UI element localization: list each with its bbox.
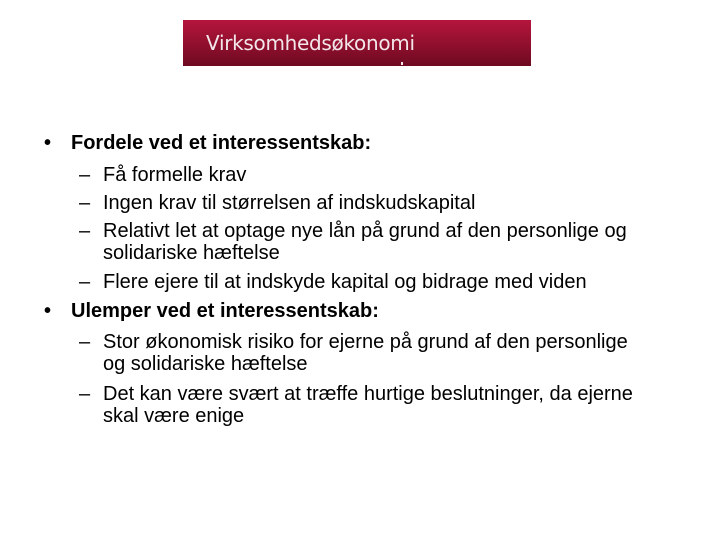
dash-icon: – <box>79 220 91 242</box>
list-item-text: Det kan være svært at træffe hurtige beslutninger, da ejerne <box>103 383 633 405</box>
list-item-text: og solidariske hæftelse <box>103 353 308 375</box>
list-item-text: solidariske hæftelse <box>103 242 280 264</box>
banner-title: Virksomhedsøkonomi <box>206 31 415 55</box>
dash-icon: – <box>79 383 91 405</box>
dash-icon: – <box>79 192 91 214</box>
header-banner <box>183 20 531 66</box>
list-item-text: Få formelle krav <box>103 164 247 186</box>
list-item-text: Ingen krav til størrelsen af indskudskapital <box>103 192 476 214</box>
list-item-text: Stor økonomisk risiko for ejerne på grund af den personlige <box>103 331 628 353</box>
dash-icon: – <box>79 331 91 353</box>
dash-icon: – <box>79 271 91 293</box>
bullet-icon: • <box>44 300 52 322</box>
list-item-text: Flere ejere til at indskyde kapital og bidrage med viden <box>103 271 587 293</box>
list-item-text: skal være enige <box>103 405 245 427</box>
heading-text: Fordele ved et interessentskab: <box>71 132 372 154</box>
heading-text: Ulemper ved et interessentskab: <box>71 300 379 322</box>
list-item-text: Relativt let at optage nye lån på grund af den personlige og <box>103 220 627 242</box>
dash-icon: – <box>79 164 91 186</box>
bullet-icon: • <box>44 132 52 154</box>
banner-decoration <box>401 62 403 65</box>
